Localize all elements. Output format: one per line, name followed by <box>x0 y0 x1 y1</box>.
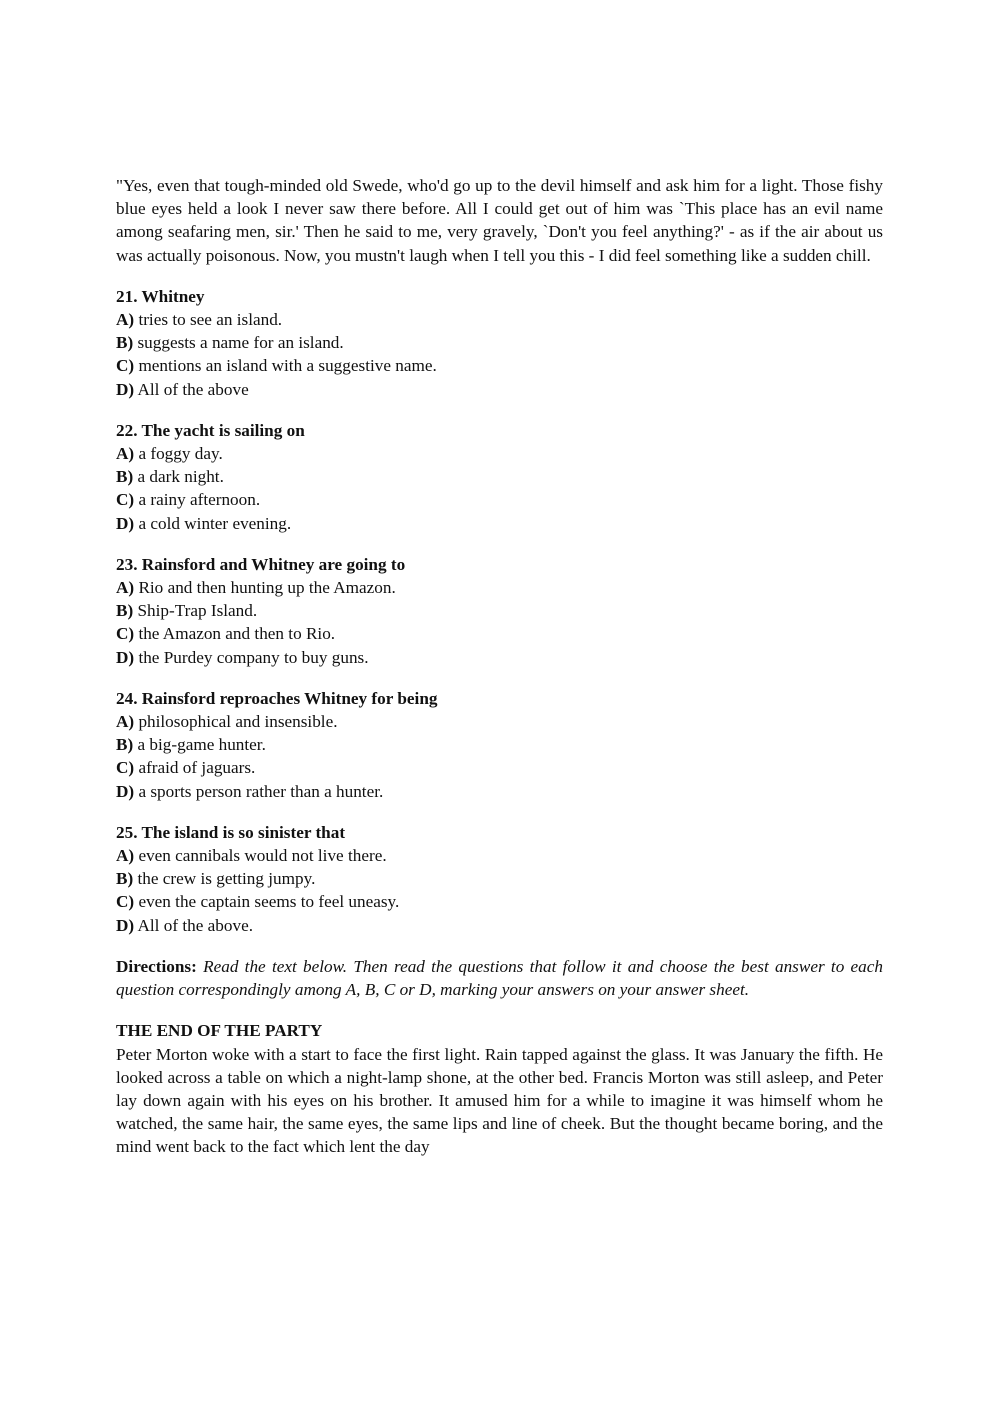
option-d[interactable] <box>116 780 883 803</box>
option-b[interactable] <box>116 599 883 622</box>
option-text: the Purdey company to buy guns. <box>134 647 369 667</box>
option-d[interactable] <box>116 914 883 937</box>
question-title: 24. Rainsford reproaches Whitney for being <box>116 688 438 708</box>
option-text: mentions an island with a suggestive name. <box>134 356 437 376</box>
option-b[interactable] <box>116 867 883 890</box>
option-letter: D) <box>116 915 135 935</box>
option-text: afraid of jaguars. <box>134 758 256 778</box>
question-21 <box>116 285 883 401</box>
option-letter: B) <box>116 601 134 621</box>
option-b[interactable] <box>116 331 883 354</box>
option-letter: A) <box>116 846 135 866</box>
option-c[interactable] <box>116 354 883 377</box>
option-c[interactable] <box>116 890 883 913</box>
option-text: a dark night. <box>133 467 224 487</box>
option-letter: D) <box>116 513 135 533</box>
question-25 <box>116 821 883 937</box>
option-a[interactable] <box>116 442 883 465</box>
option-letter: C) <box>116 490 135 510</box>
story-title: THE END OF THE PARTY <box>116 1021 323 1041</box>
option-a[interactable] <box>116 844 883 867</box>
option-text: All of the above. <box>134 915 253 935</box>
option-letter: C) <box>116 356 135 376</box>
option-letter: B) <box>116 333 134 353</box>
option-b[interactable] <box>116 465 883 488</box>
option-text: even the captain seems to feel uneasy. <box>134 892 400 912</box>
option-a[interactable] <box>116 308 883 331</box>
question-title: 23. Rainsford and Whitney are going to <box>116 554 406 574</box>
question-title: 21. Whitney <box>116 286 205 306</box>
option-letter: D) <box>116 647 135 667</box>
option-text: a rainy afternoon. <box>134 490 261 510</box>
option-b[interactable] <box>116 733 883 756</box>
option-letter: D) <box>116 781 135 801</box>
option-text: a big-game hunter. <box>133 735 266 755</box>
option-letter: D) <box>116 379 135 399</box>
directions <box>116 955 883 1001</box>
story-paragraph: Peter Morton woke with a start to face the first light. Rain tapped against the glass. It was January the fifth. He looked across a table on which a night-lamp shone, at the other bed. Francis Morton was still asleep, and Peter lay down again with his eyes on his brother. It amused him for a while to imagine it was himself whom he watched, the same hair, the same eyes, the same lips and line of cheek. But the thought became boring, and the mind went back to the fact which lent the day <box>116 1044 883 1157</box>
option-letter: A) <box>116 578 135 598</box>
option-text: the crew is getting jumpy. <box>133 869 316 889</box>
option-c[interactable] <box>116 756 883 779</box>
option-c[interactable] <box>116 622 883 645</box>
option-c[interactable] <box>116 488 883 511</box>
option-text: suggests a name for an island. <box>133 333 344 353</box>
option-letter: B) <box>116 735 134 755</box>
question-title: 22. The yacht is sailing on <box>116 420 305 440</box>
option-text: the Amazon and then to Rio. <box>134 624 336 644</box>
question-23 <box>116 553 883 669</box>
option-text: philosophical and insensible. <box>134 712 338 732</box>
question-22 <box>116 419 883 535</box>
option-a[interactable] <box>116 576 883 599</box>
option-text: Ship-Trap Island. <box>133 601 258 621</box>
question-title: 25. The island is so sinister that <box>116 822 346 842</box>
option-text: All of the above <box>134 379 249 399</box>
option-text: Rio and then hunting up the Amazon. <box>134 578 396 598</box>
option-a[interactable] <box>116 710 883 733</box>
directions-text: Read the text below. Then read the questions that follow it and choose the best answer to each question correspondingly among A, B, C or D, marking your answers on your answer sheet. <box>116 956 883 1000</box>
option-text: tries to see an island. <box>134 310 283 330</box>
option-d[interactable] <box>116 378 883 401</box>
option-letter: A) <box>116 444 135 464</box>
option-letter: B) <box>116 467 134 487</box>
option-letter: C) <box>116 624 135 644</box>
question-list <box>116 285 883 937</box>
document-page <box>116 174 883 1159</box>
directions-label: Directions: <box>116 956 197 976</box>
option-text: a cold winter evening. <box>134 513 292 533</box>
option-text: a foggy day. <box>134 444 223 464</box>
option-d[interactable] <box>116 646 883 669</box>
option-d[interactable] <box>116 512 883 535</box>
option-letter: C) <box>116 758 135 778</box>
option-letter: B) <box>116 869 134 889</box>
option-letter: A) <box>116 310 135 330</box>
question-24 <box>116 687 883 803</box>
option-letter: A) <box>116 712 135 732</box>
option-letter: C) <box>116 892 135 912</box>
option-text: even cannibals would not live there. <box>134 846 387 866</box>
intro-paragraph: "Yes, even that tough-minded old Swede, who'd go up to the devil himself and ask him for a light. Those fishy blue eyes held a look I never saw there before. All I could get out of him was `This place has an evil name among seafaring men, sir.' Then he said to me, very gravely, `Don't you feel anything?' - as if the air about us was actually poisonous. Now, you mustn't laugh when I tell you this - I did feel something like a sudden chill. <box>116 176 883 265</box>
option-text: a sports person rather than a hunter. <box>134 781 384 801</box>
